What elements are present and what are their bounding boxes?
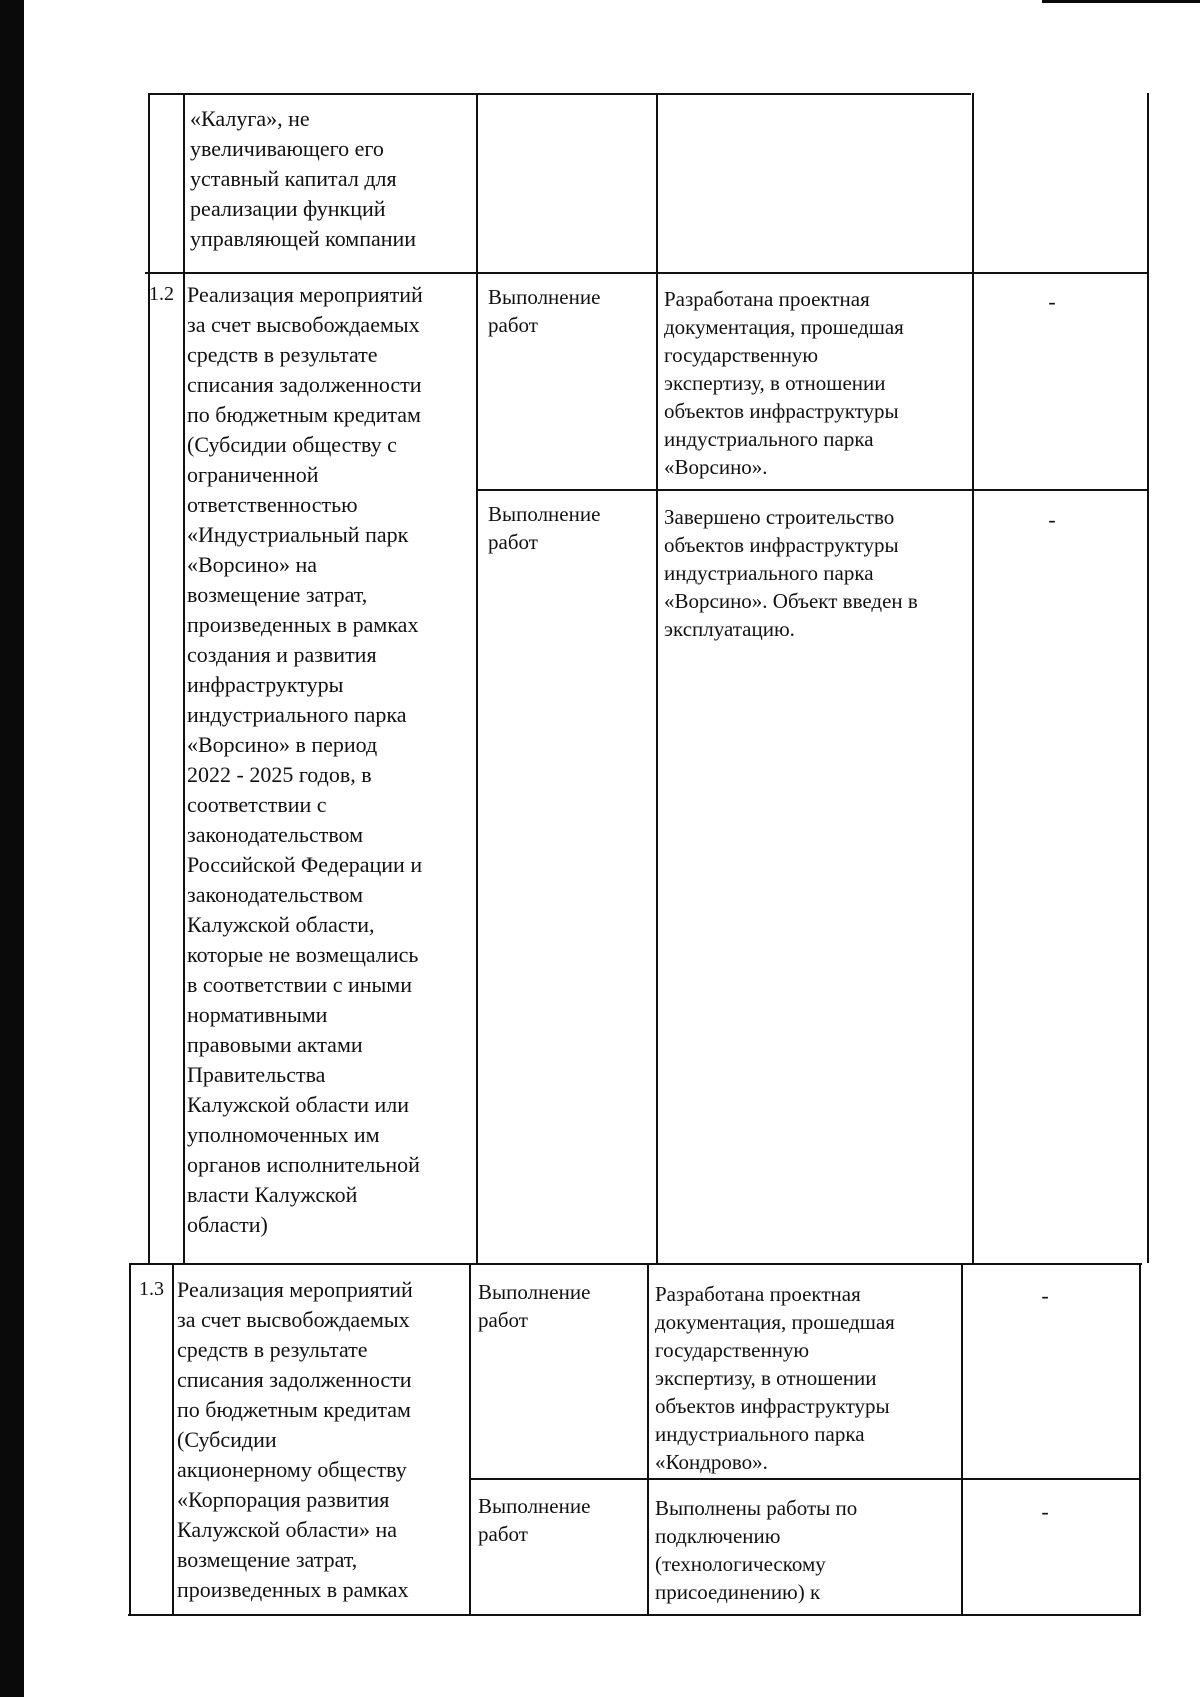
subrow-divider (470, 1478, 1140, 1480)
table-border-top (150, 93, 971, 95)
result-cell: Разработана проектная документация, прошедшая государственную экспертизу, в отношении объектов инфраструктуры индустриального парка «Кондрово». (655, 1282, 895, 1474)
row-divider (130, 1263, 1142, 1265)
col-divider-type (656, 93, 658, 1263)
col-divider-name (476, 93, 478, 1263)
table-border-left (148, 93, 150, 1263)
table-border-left (129, 1263, 131, 1616)
result-cell: Выполнены работы по подключению (технологическому присоединению) к (655, 1496, 858, 1604)
col-divider-type (647, 1263, 649, 1616)
col-divider-name (469, 1263, 471, 1616)
col-divider-result (972, 93, 974, 1263)
table-border-right (1139, 1263, 1141, 1616)
mark-cell: - (1048, 507, 1056, 532)
event-type-cell: Выполнение работ (478, 1280, 591, 1332)
event-type-cell: Выполнение работ (488, 285, 601, 337)
row-number: 1.2 (149, 283, 174, 305)
subrow-divider (478, 489, 1148, 491)
measure-name-cell: Реализация мероприятий за счет высвобождаемых средств в результате списания задолженности по бюджетным кредитам (Субсидии акционерному обществу «Корпорация развития Калужской области» на возмещение затрат, произведенных в рамках (177, 1277, 413, 1602)
measure-name-cell: «Калуга», не увеличивающего его уставный капитал для реализации функций управляющей компании (190, 106, 417, 251)
mark-cell: - (1041, 1283, 1049, 1308)
table-border-right (1147, 93, 1149, 1263)
mark-cell: - (1048, 289, 1056, 314)
result-cell: Завершено строительство объектов инфраструктуры индустриального парка «Ворсино». Объект введен в эксплуатацию. (664, 505, 918, 641)
col-divider-num (183, 93, 185, 1263)
measure-name-cell: Реализация мероприятий за счет высвобождаемых средств в результате списания задолженности по бюджетным кредитам (Субсидии обществу с ограниченной ответственностью «Индустриальный парк «Ворсино» на возмещение затрат, произведенных в рамках создания и развития инфраструктуры индустриального парка «Ворсино» в период 2022 - 2025 годов, в соответствии с законодательством Российской Федерации и законодательством Калужской области, которые не возмещались в соответствии с иными нормативными правовыми актами Правительства Калужской области или уполномоченных им органов исполнительной власти Калужской области) (187, 282, 423, 1237)
col-divider-num (172, 1263, 174, 1616)
row-divider (145, 272, 1148, 274)
table-border-bottom (128, 1614, 1140, 1616)
event-type-cell: Выполнение работ (478, 1494, 591, 1546)
mark-cell: - (1041, 1499, 1049, 1524)
result-cell: Разработана проектная документация, прошедшая государственную экспертизу, в отношении объектов инфраструктуры индустриального парка «Ворсино». (664, 287, 904, 479)
event-type-cell: Выполнение работ (488, 502, 601, 554)
col-divider-result (961, 1263, 963, 1616)
row-number: 1.3 (139, 1278, 164, 1300)
